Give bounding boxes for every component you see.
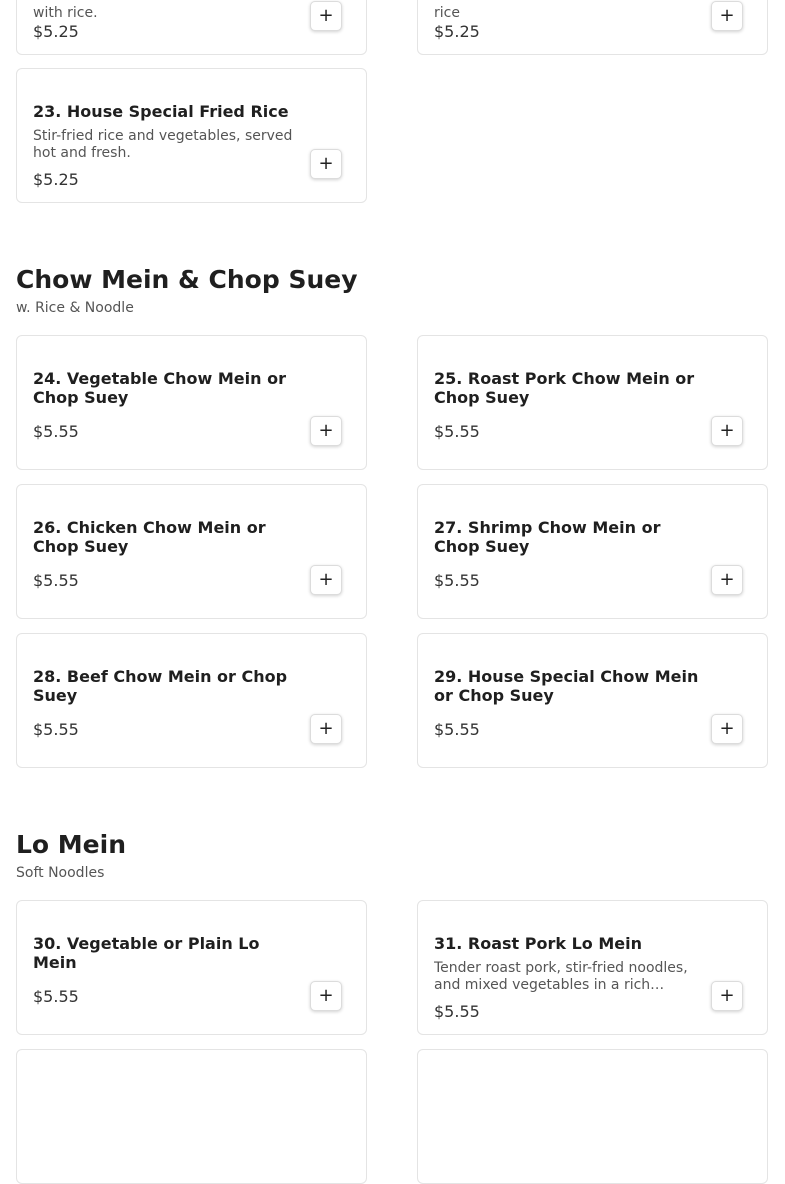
item-description: Stir-fried rice and vegetables, served hot and fresh. (33, 128, 293, 161)
add-to-cart-button[interactable] (310, 149, 342, 179)
section-subtitle: w. Rice & Noodle (16, 300, 134, 316)
menu-item-card[interactable] (16, 633, 367, 768)
add-to-cart-button[interactable] (711, 714, 743, 744)
plus-icon: + (719, 985, 735, 1006)
menu-item-card[interactable] (417, 0, 768, 55)
menu-item-card[interactable] (16, 1049, 367, 1184)
add-to-cart-button[interactable] (711, 981, 743, 1011)
item-title: 27. Shrimp Chow Mein or Chop Suey (434, 518, 661, 556)
menu-item-card[interactable] (417, 484, 768, 619)
add-to-cart-button[interactable] (711, 565, 743, 595)
plus-icon: + (318, 985, 334, 1006)
menu-item-card[interactable] (16, 335, 367, 470)
item-price: $5.25 (434, 22, 480, 41)
item-description: rice (434, 5, 460, 21)
item-title: 28. Beef Chow Mein or Chop Suey (33, 667, 288, 705)
menu-item-card[interactable] (16, 484, 367, 619)
menu-item-card[interactable] (16, 0, 367, 55)
plus-icon: + (719, 5, 735, 26)
item-title: 23. House Special Fried Rice (33, 102, 289, 121)
menu-item-card[interactable] (417, 1049, 768, 1184)
item-description: Tender roast pork, stir-fried noodles, and mixed vegetables in a rich… (434, 960, 688, 993)
item-price: $5.55 (434, 720, 480, 739)
add-to-cart-button[interactable] (310, 1, 342, 31)
add-to-cart-button[interactable] (310, 981, 342, 1011)
item-price: $5.55 (33, 422, 79, 441)
item-title: 29. House Special Chow Mein or Chop Suey (434, 667, 699, 705)
section-title: Chow Mein & Chop Suey (16, 265, 358, 294)
item-price: $5.25 (33, 22, 79, 41)
section-subtitle: Soft Noodles (16, 865, 105, 881)
add-to-cart-button[interactable] (711, 416, 743, 446)
plus-icon: + (719, 569, 735, 590)
add-to-cart-button[interactable] (310, 714, 342, 744)
menu-item-card[interactable] (417, 335, 768, 470)
item-price: $5.55 (33, 987, 79, 1006)
plus-icon: + (318, 718, 334, 739)
plus-icon: + (318, 153, 334, 174)
plus-icon: + (318, 420, 334, 441)
add-to-cart-button[interactable] (310, 416, 342, 446)
item-title: 30. Vegetable or Plain Lo Mein (33, 934, 260, 972)
item-price: $5.25 (33, 170, 79, 189)
menu-item-card[interactable] (417, 633, 768, 768)
plus-icon: + (719, 420, 735, 441)
item-price: $5.55 (33, 720, 79, 739)
item-price: $5.55 (434, 571, 480, 590)
item-title: 25. Roast Pork Chow Mein or Chop Suey (434, 369, 695, 407)
item-price: $5.55 (33, 571, 79, 590)
item-price: $5.55 (434, 422, 480, 441)
plus-icon: + (318, 5, 334, 26)
section-title: Lo Mein (16, 830, 127, 859)
plus-icon: + (719, 718, 735, 739)
item-title: 31. Roast Pork Lo Mein (434, 934, 642, 953)
menu-item-card[interactable] (16, 900, 367, 1035)
menu-item-card[interactable] (417, 900, 768, 1035)
item-description: with rice. (33, 5, 98, 21)
add-to-cart-button[interactable] (711, 1, 743, 31)
item-price: $5.55 (434, 1002, 480, 1021)
item-title: 26. Chicken Chow Mein or Chop Suey (33, 518, 266, 556)
plus-icon: + (318, 569, 334, 590)
item-title: 24. Vegetable Chow Mein or Chop Suey (33, 369, 286, 407)
menu-item-card[interactable] (16, 68, 367, 203)
add-to-cart-button[interactable] (310, 565, 342, 595)
